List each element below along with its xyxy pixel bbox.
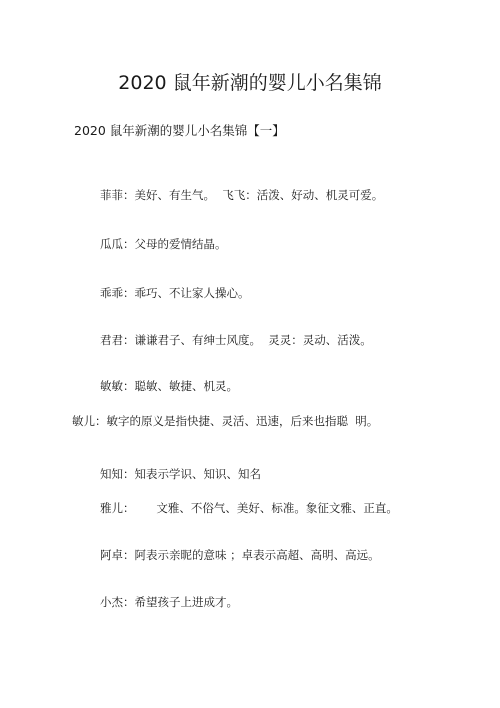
name-entry-zhizhi: 知知：知表示学识、知识、知名 (100, 467, 261, 481)
name-entry-miner: 敏儿：敏字的原义是指快捷、灵活、迅速，后来也指聪 明。 (72, 414, 379, 428)
name-entry-xiaojie: 小杰：希望孩子上进成才。 (100, 595, 238, 609)
name-entry-feifei: 菲菲：美好、有生气。 飞飞：活泼、好动、机灵可爱。 (100, 188, 384, 202)
name-entry-junjun: 君君：谦谦君子、有绅士风度。 灵灵：灵动、活泼。 (100, 333, 372, 347)
name-entry-guaiguai: 乖乖：乖巧、不让家人操心。 (100, 286, 250, 300)
document-subtitle: 2020 鼠年新潮的婴儿小名集锦【一】 (74, 123, 285, 138)
document-title: 2020 鼠年新潮的婴儿小名集锦 (118, 72, 382, 94)
name-entry-yaer: 雅儿： 文雅、不俗气、美好、标准。象征文雅、正直。 (100, 501, 398, 515)
name-entry-azhuo: 阿卓：阿表示亲昵的意味 ；卓表示高超、高明、高远。 (100, 548, 380, 562)
name-entry-minmin: 敏敏：聪敏、敏捷、机灵。 (100, 379, 238, 393)
name-entry-guagua: 瓜瓜：父母的爱情结晶。 (100, 237, 227, 251)
